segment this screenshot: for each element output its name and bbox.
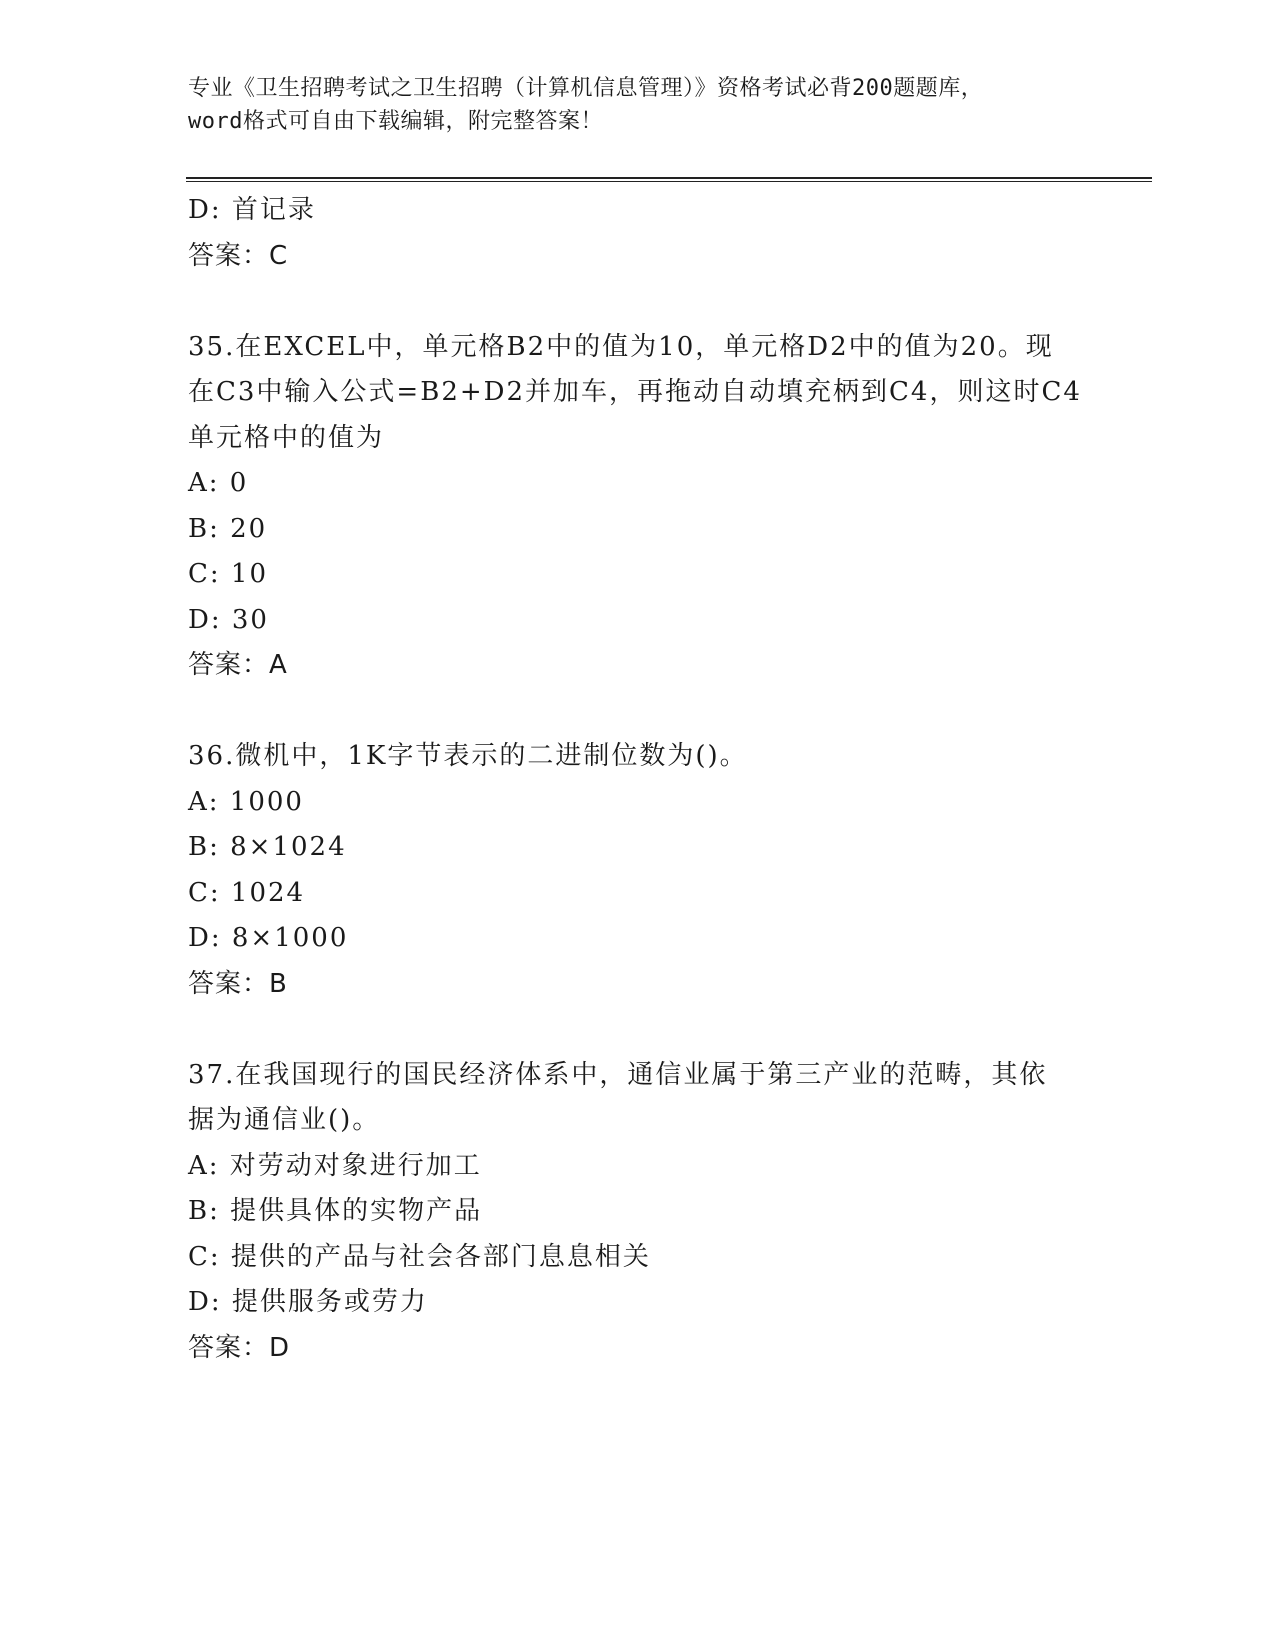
question-line: D: 30 [188,604,269,635]
question-line: B: 8×1024 [188,832,347,862]
question-line: A: 1000 [188,786,304,817]
header-divider-thick [186,177,1152,179]
answer-line: 答案：D [188,1332,291,1363]
block-spacer [188,279,1088,325]
question-line: B: 提供具体的实物产品 [188,1196,483,1226]
question-block [188,1053,1088,1372]
question-line: 据为通信业()。 [188,1105,381,1135]
question-block [188,325,1088,689]
answer-line: 答案：C [188,240,289,271]
question-line: A: 对劳动对象进行加工 [188,1150,482,1181]
question-line: C: 10 [188,559,269,589]
header-title-line-2: word格式可自由下载编辑，附完整答案！ [188,109,603,134]
question-line: 35.在EXCEL中，单元格B2中的值为10，单元格D2中的值为20。现 [188,331,1054,362]
question-line: 37.在我国现行的国民经济体系中，通信业属于第三产业的范畴，其依 [188,1059,1048,1090]
question-line: D: 8×1000 [188,923,349,953]
question-line: D: 首记录 [188,195,316,225]
question-line: 36.微机中，1K字节表示的二进制位数为()。 [188,741,748,771]
block-spacer [188,1007,1088,1053]
answer-line: 答案：A [188,650,288,680]
question-block [188,734,1088,1007]
question-line: C: 1024 [188,877,306,908]
header-title-line-1: 专业《卫生招聘考试之卫生招聘（计算机信息管理）》资格考试必背200题题库， [188,76,984,101]
question-line: C: 提供的产品与社会各部门息息相关 [188,1241,651,1272]
question-line: A: 0 [188,468,249,498]
block-spacer [188,689,1088,735]
question-line: D: 提供服务或劳力 [188,1287,428,1317]
header-divider-thin [186,181,1152,182]
question-list [188,188,1088,1371]
document-header [188,72,1088,138]
question-block [188,188,1088,279]
question-line: 单元格中的值为 [188,422,385,453]
question-line: B: 20 [188,513,268,544]
answer-line: 答案：B [188,968,288,999]
question-line: 在C3中输入公式=B2+D2并加车，再拖动自动填充柄到C4，则这时C4 [188,377,1082,407]
